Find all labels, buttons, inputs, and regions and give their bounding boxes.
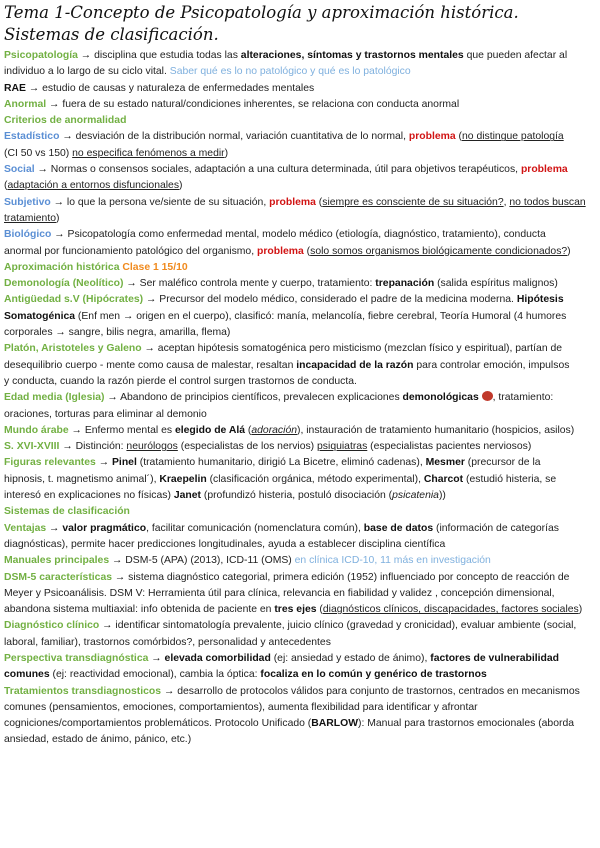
devil-icon <box>482 391 493 401</box>
problem-label: problema <box>269 196 316 208</box>
line-subjetivo: Subjetivo → lo que la persona ve/siente de su situación, problema (siempre es consciente de su situación?, no todos buscan <box>4 196 586 208</box>
heading-aproximacion: Aproximación histórica Clase 1 15/10 <box>4 261 188 273</box>
line-tratamientos-3: cogniciones/comportamientos problemáticos. Protocolo Unificado (BARLOW): Manual para trastornos emocionales (aborda <box>4 718 575 730</box>
line-platon-2: desequilibrio cuerpo - mente como causa de malestar, resaltan incapacidad de la razón para controlar emoción, impulsos <box>4 359 570 371</box>
term-estadistico: Estadístico <box>4 131 60 143</box>
term-diagnostico: Diagnóstico clínico <box>4 620 100 632</box>
line-demonologia: Demonología (Neolítico) → Ser maléfico controla mente y cuerpo, tratamiento: trepanación (salida espíritus malignos) <box>4 278 558 290</box>
line-estadistico-2: (CI 50 vs 150) no especifica fenómenos a medir) <box>4 147 229 159</box>
line-platon: Platón, Aristoteles y Galeno → aceptan hipótesis somatogénica pero misticismo (mezclan físico y espiritual), partían de <box>4 343 563 355</box>
line-dsm5-3: abandona sistema multiaxial: info obtenida de paciente en tres ejes (diagnósticos clínicos, discapacidades, factores sociales) <box>4 604 583 616</box>
term-manuales: Manuales principales <box>4 555 110 567</box>
page-title: Tema 1-Concepto de Psicopatología y aproximación histórica. Sistemas de clasificación. <box>4 3 519 44</box>
term-platon: Platón, Aristoteles y Galeno <box>4 343 142 355</box>
line-s-xvi: S. XVI-XVIII → Distinción: neurólogos (especialistas de los nervios) psiquiatras (especialistas pacientes nerviosos) <box>4 441 532 453</box>
line-edad-media: Edad media (Iglesia) → Abandono de principios científicos, prevalecen explicaciones demonológicas , tratamiento: <box>4 392 554 404</box>
line-diagnostico-2: laboral, familiar), trastornos comórbidos?, personalidad y antecedentes <box>4 636 331 648</box>
term-figuras: Figuras relevantes <box>4 457 96 469</box>
line-social-2: (adaptación a entornos disfuncionales) <box>4 180 183 192</box>
problem-label: problema <box>257 245 304 257</box>
line-manuales: Manuales principales → DSM-5 (APA) (2013), ICD-11 (OMS) en clínica ICD-10, 11 más en investigación <box>4 555 491 567</box>
line-estadistico: Estadístico → desviación de la distribución normal, variación cuantitativa de lo normal, problema (no distingue patología <box>4 131 564 143</box>
line-mundo-arabe: Mundo árabe → Enfermo mental es elegido de Alá (adoración), instauración de tratamiento humanitario (hospicios, asilos) <box>4 424 575 436</box>
line-biologico-2: anormal por funcionamiento patológico del organismo, problema (solo somos organismos biológicamente condicionados?) <box>4 245 571 257</box>
note-saber: Saber qué es lo no patológico y qué es lo patológico <box>169 66 411 78</box>
line-figuras-2: hipnosis, t. magnetismo animal´), Kraepelin (clasificación orgánica, método experimental), Charcot (estudió histeria, se <box>4 473 557 485</box>
line-platon-3: y conducta, cuando la razón pierde el control surgen trastornos de conducta. <box>4 375 357 387</box>
line-figuras-3: interesó en explicaciones no físicas) Janet (profundizó histeria, postuló disociación (psicatenia)) <box>4 490 446 502</box>
term-demonologia: Demonología (Neolítico) <box>4 278 124 290</box>
term-psicopatologia: Psicopatología <box>4 50 78 61</box>
line-psicopatologia: Psicopatología → disciplina que estudia todas las alteraciones, síntomas y trastornos mentales que pueden afectar al <box>4 50 568 61</box>
term-mundo-arabe: Mundo árabe <box>4 424 69 436</box>
heading-sistemas: Sistemas de clasificación <box>4 506 130 518</box>
term-anormal: Anormal <box>4 98 47 110</box>
term-s-xvi: S. XVI-XVIII <box>4 441 60 453</box>
line-perspectiva: Perspectiva transdiagnóstica → elevada comorbilidad (ej: ansiedad y estado de ánimo), factores de vulnerabilidad <box>4 652 560 664</box>
term-antiguedad: Antigüedad s.V (Hipócrates) <box>4 294 144 306</box>
line-diagnostico: Diagnóstico clínico → identificar sintomatología prevalente, juicio clínico (gravedad y cronicidad), evaluar ambiente (social, <box>4 620 577 632</box>
line-social: Social → Normas o consensos sociales, adaptación a una cultura determinada, útil para objetivos terapéuticos, problema <box>4 164 568 176</box>
term-subjetivo: Subjetivo <box>4 196 51 208</box>
line-biologico: Biológico → Psicopatología como enfermedad mental, modelo médico (etiología, diagnóstico, tratamiento), conducta <box>4 229 546 241</box>
term-biologico: Biológico <box>4 229 52 241</box>
line-tratamientos-4: ansiedad, estado de ánimo, pánico, etc.) <box>4 734 192 746</box>
line-ventajas: Ventajas → valor pragmático, facilitar comunicación (nomenclatura común), base de datos (información de categorías <box>4 522 559 534</box>
line-edad-media-2: oraciones, torturas para eliminar al demonio <box>4 408 207 420</box>
term-perspectiva: Perspectiva transdiagnóstica <box>4 652 149 664</box>
line-ventajas-2: diagnósticas), permite hacer predicciones longitudinales, ayuda a establecer disciplina científica <box>4 538 446 550</box>
class-date: Clase 1 15/10 <box>122 261 188 273</box>
term-dsm5: DSM-5 características <box>4 571 113 583</box>
line-dsm5-2: Meyer y Psicoanálisis. DSM V: Herramienta útil para clínica, relevancia en fiabilidad y validez , concepción dimensional, <box>4 587 555 599</box>
line-tratamientos: Tratamientos transdiagnosticos → desarrollo de protocolos válidos para conjunto de trastornos, centrados en mecanismos <box>4 685 580 697</box>
line-figuras: Figuras relevantes → Pinel (tratamiento humanitario, dirigió La Bicetre, eliminó cadenas), Mesmer (precursor de la <box>4 457 541 469</box>
problem-label: problema <box>520 164 568 176</box>
line-ciclo-vital: individuo a lo largo de su ciclo vital. Saber qué es lo no patológico y qué es lo patológico <box>4 66 411 78</box>
line-antiguedad-2: Somatogénica (Enf men → origen en el cuerpo), clasificó: manía, melancolía, fiebre cerebral, Teoría Humoral (4 humores <box>4 310 567 322</box>
term-tratamientos: Tratamientos transdiagnosticos <box>4 685 162 697</box>
term-rae: RAE <box>4 82 26 94</box>
line-antiguedad: Antigüedad s.V (Hipócrates) → Precursor del modelo médico, considerado el padre de la medicina moderna. Hipótesis <box>4 294 564 306</box>
line-antiguedad-3: corporales → sangre, bilis negra, amarilla, flema) <box>4 327 231 339</box>
term-social: Social <box>4 164 35 176</box>
problem-label: problema <box>408 131 456 143</box>
line-tratamientos-2: comunes (pensamientos, emociones, comportamientos), aumenta flexibilidad para identificar y afrontar <box>4 701 478 713</box>
term-ventajas: Ventajas <box>4 522 47 534</box>
term-edad-media: Edad media (Iglesia) <box>4 392 105 404</box>
line-dsm5: DSM-5 características → sistema diagnóstico categorial, primera edición (1952) influenciado por concepto de reacción de <box>4 571 570 583</box>
line-subjetivo-2: tratamiento) <box>4 212 60 224</box>
line-anormal: Anormal → fuera de su estado natural/condiciones inherentes, se relaciona con conducta anormal <box>4 98 460 110</box>
line-rae: RAE → estudio de causas y naturaleza de enfermedades mentales <box>4 82 315 94</box>
line-perspectiva-2: comunes (ej: reactividad emocional), cambia la óptica: focaliza en lo común y genérico de trastornos <box>4 669 487 681</box>
heading-criterios: Criterios de anormalidad <box>4 115 127 127</box>
